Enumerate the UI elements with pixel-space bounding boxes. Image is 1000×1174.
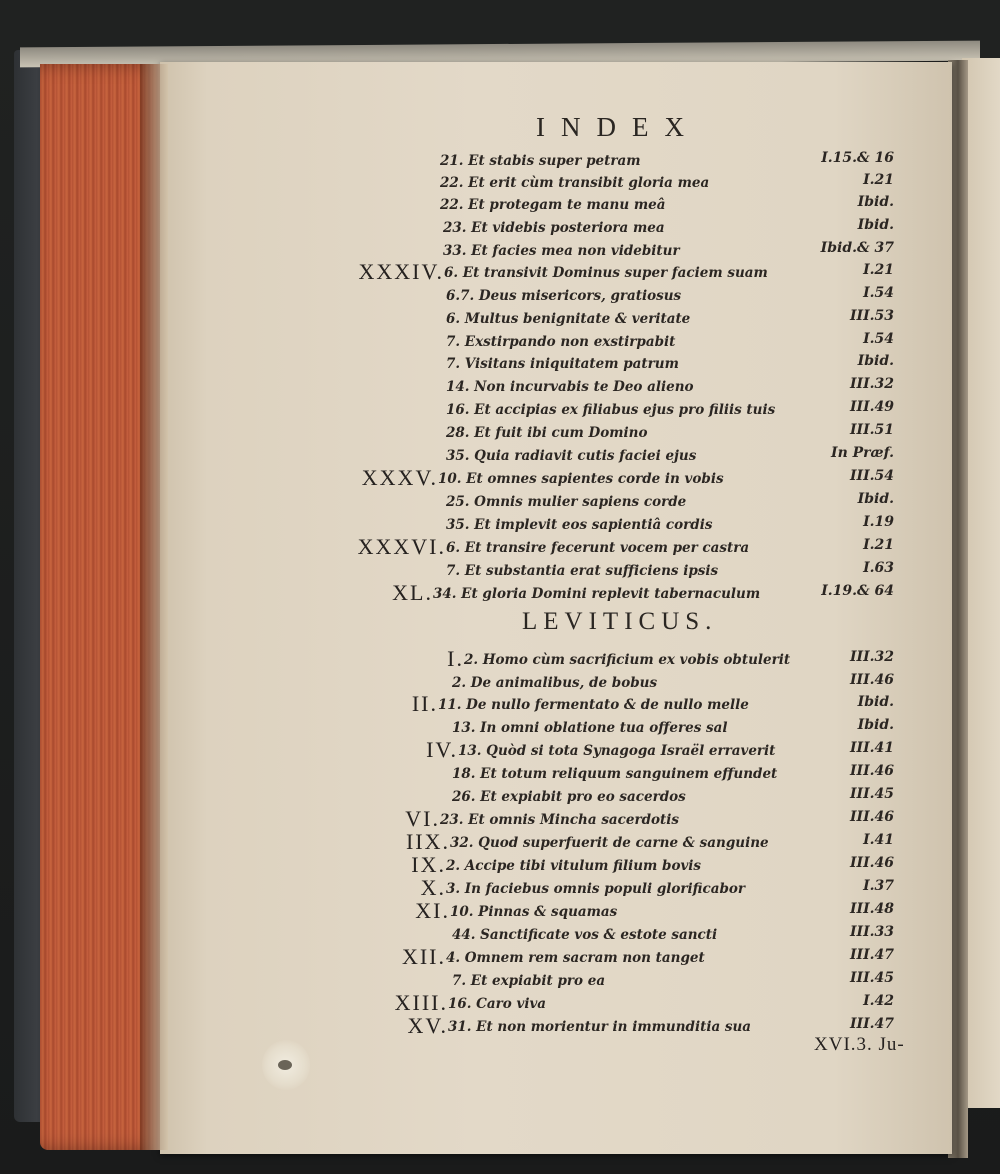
verse-text: 28. Et fuit ibi cum Domino bbox=[446, 425, 648, 441]
page-reference: Ibid.& 37 bbox=[820, 240, 894, 256]
page-reference: III.32 bbox=[849, 649, 894, 665]
index-entry bbox=[405, 806, 679, 833]
page-reference: III.47 bbox=[849, 947, 894, 963]
index-entry bbox=[452, 970, 605, 994]
page-reference: III.46 bbox=[849, 809, 894, 825]
verse-text: 26. Et expiabit pro eo sacerdos bbox=[452, 789, 686, 805]
verse-text: 7. Et substantia erat sufficiens ipsis bbox=[446, 563, 719, 579]
index-entry bbox=[446, 560, 718, 584]
index-entry bbox=[411, 852, 702, 879]
page-reference: III.45 bbox=[849, 970, 894, 986]
chapter-number: VI. bbox=[405, 806, 440, 831]
verse-text: 10. Et omnes sapientes corde in vobis bbox=[438, 471, 724, 487]
index-entry bbox=[443, 217, 665, 241]
page-reference: III.53 bbox=[849, 308, 894, 324]
page-reference: III.47 bbox=[849, 1016, 894, 1032]
catchword: XVI.3. Ju- bbox=[814, 1034, 905, 1055]
page-reference: III.33 bbox=[849, 924, 894, 940]
page-reference: I.21 bbox=[863, 262, 894, 278]
page-reference: Ibid. bbox=[857, 217, 894, 233]
chapter-number: XXXIV. bbox=[358, 259, 444, 284]
verse-text: 13. In omni oblatione tua offeres sal bbox=[452, 720, 728, 736]
page-reference: III.54 bbox=[849, 468, 894, 484]
page-reference: III.49 bbox=[849, 399, 894, 415]
paper-stain-mark bbox=[278, 1060, 292, 1070]
verse-text: 21. Et stabis super petram bbox=[440, 153, 641, 169]
page-reference: Ibid. bbox=[857, 491, 894, 507]
page-reference: Ibid. bbox=[857, 717, 894, 733]
index-entry bbox=[411, 691, 749, 718]
page-reference: III.32 bbox=[849, 376, 894, 392]
verse-text: 7. Exstirpando non exstirpabit bbox=[446, 334, 676, 350]
page-reference: Ibid. bbox=[857, 353, 894, 369]
page-reference: I.54 bbox=[863, 285, 894, 301]
verse-text: 44. Sanctificate vos & estote sancti bbox=[452, 927, 718, 943]
page-reference: III.46 bbox=[849, 763, 894, 779]
index-entry bbox=[452, 786, 686, 810]
verse-text: 23. Et omnis Mincha sacerdotis bbox=[440, 812, 679, 828]
chapter-number: I. bbox=[447, 646, 464, 671]
page-reference: III.41 bbox=[849, 740, 894, 756]
verse-text: 7. Et expiabit pro ea bbox=[452, 973, 606, 989]
page-edge-shadow bbox=[140, 64, 168, 1150]
chapter-number: II. bbox=[411, 691, 438, 716]
page-reference: I.21 bbox=[863, 172, 894, 188]
verse-text: 31. Et non morientur in immunditia sua bbox=[448, 1019, 752, 1035]
chapter-number: XXXVI. bbox=[357, 534, 446, 559]
verse-text: 7. Visitans iniquitatem patrum bbox=[446, 356, 679, 372]
index-entry bbox=[426, 737, 776, 764]
page-reference: III.46 bbox=[849, 855, 894, 871]
index-entry bbox=[440, 194, 665, 218]
page-reference: Ibid. bbox=[857, 194, 894, 210]
chapter-number: IX. bbox=[411, 852, 446, 877]
index-entry bbox=[452, 672, 657, 696]
index-entry bbox=[443, 240, 680, 264]
index-entry bbox=[392, 580, 761, 607]
page-reference: I.41 bbox=[863, 832, 894, 848]
index-entry bbox=[446, 399, 775, 423]
verse-text: 25. Omnis mulier sapiens corde bbox=[446, 494, 687, 510]
index-entry bbox=[446, 422, 647, 446]
page-reference: I.19 bbox=[863, 514, 894, 530]
index-entry bbox=[446, 308, 690, 332]
index-entry bbox=[446, 376, 694, 400]
index-entry bbox=[452, 763, 777, 787]
index-entry bbox=[440, 150, 641, 174]
verse-text: 6. Et transire fecerunt vocem per castra bbox=[446, 540, 750, 556]
chapter-number: XII. bbox=[401, 944, 446, 969]
index-entry bbox=[407, 1013, 752, 1040]
chapter-number: XI. bbox=[415, 898, 450, 923]
index-entry bbox=[446, 491, 686, 515]
verse-text: 16. Et accipias ex filiabus ejus pro filiis tuis bbox=[446, 402, 776, 418]
index-entry bbox=[361, 465, 724, 492]
section-heading: LEVITICUS. bbox=[522, 608, 718, 635]
page-reference: III.51 bbox=[849, 422, 894, 438]
index-entry bbox=[415, 898, 618, 925]
index-entry bbox=[452, 717, 727, 741]
index-entry bbox=[358, 259, 768, 286]
verse-text: 16. Caro viva bbox=[448, 996, 547, 1012]
chapter-number: XL. bbox=[392, 580, 433, 605]
verse-text: 14. Non incurvabis te Deo alieno bbox=[446, 379, 694, 395]
page-reference: I.37 bbox=[863, 878, 894, 894]
chapter-number: XV. bbox=[407, 1013, 448, 1038]
verse-text: 6. Multus benignitate & veritate bbox=[446, 311, 691, 327]
chapter-number: IV. bbox=[426, 737, 458, 762]
index-entry bbox=[394, 990, 547, 1017]
page-reference: III.48 bbox=[849, 901, 894, 917]
index-entry bbox=[447, 646, 791, 673]
verse-text: 35. Et implevit eos sapientiâ cordis bbox=[446, 517, 713, 533]
page-reference: I.15.& 16 bbox=[821, 150, 894, 166]
page-reference: In Præf. bbox=[831, 445, 894, 461]
index-entry bbox=[420, 875, 746, 902]
verse-text: 34. Et gloria Domini replevit tabernaculum bbox=[433, 586, 761, 602]
verse-text: 32. Quod superfuerit de carne & sanguine bbox=[450, 835, 769, 851]
page-reference: III.46 bbox=[849, 672, 894, 688]
page-header: INDEX bbox=[536, 112, 700, 142]
chapter-number: X. bbox=[420, 875, 446, 900]
index-entry bbox=[446, 285, 681, 309]
index-entry bbox=[446, 445, 696, 469]
verse-text: 35. Quia radiavit cutis faciei ejus bbox=[446, 448, 697, 464]
index-entry bbox=[452, 924, 717, 948]
verse-text: 13. Quòd si tota Synagoga Israël erraverit bbox=[458, 743, 776, 759]
page-reference: III.45 bbox=[849, 786, 894, 802]
page-reference: I.42 bbox=[863, 993, 894, 1009]
verse-text: 22. Et erit cùm transibit gloria mea bbox=[440, 175, 710, 191]
chapter-number: XIII. bbox=[394, 990, 448, 1015]
index-entry bbox=[446, 331, 675, 355]
verse-text: 2. Homo cùm sacrificium ex vobis obtulerit bbox=[464, 652, 791, 668]
index-entry bbox=[357, 534, 750, 561]
page-reference: I.21 bbox=[863, 537, 894, 553]
verse-text: 2. Accipe tibi vitulum filium bovis bbox=[446, 858, 702, 874]
verse-text: 18. Et totum reliquum sanguinem effundet bbox=[452, 766, 778, 782]
verse-text: 33. Et facies mea non videbitur bbox=[443, 243, 680, 259]
index-entry bbox=[446, 514, 712, 538]
verse-text: 6.7. Deus misericors, gratiosus bbox=[446, 288, 682, 304]
page-reference: I.54 bbox=[863, 331, 894, 347]
verse-text: 4. Omnem rem sacram non tanget bbox=[446, 950, 705, 966]
chapter-number: XXXV. bbox=[361, 465, 438, 490]
verse-text: 3. In faciebus omnis populi glorificabor bbox=[446, 881, 746, 897]
verse-text: 6. Et transivit Dominus super faciem suam bbox=[444, 265, 768, 281]
verse-text: 2. De animalibus, de bobus bbox=[452, 675, 658, 691]
index-entry bbox=[401, 944, 705, 971]
verse-text: 22. Et protegam te manu meâ bbox=[440, 197, 666, 213]
verse-text: 10. Pinnas & squamas bbox=[450, 904, 618, 920]
index-entry bbox=[405, 829, 769, 856]
page-reference: I.19.& 64 bbox=[821, 583, 894, 599]
chapter-number: IIX. bbox=[405, 829, 450, 854]
index-entry bbox=[440, 172, 709, 196]
page-reference: I.63 bbox=[863, 560, 894, 576]
page-reference: Ibid. bbox=[857, 694, 894, 710]
verse-text: 23. Et videbis posteriora mea bbox=[443, 220, 665, 236]
index-entry bbox=[446, 353, 679, 377]
verse-text: 11. De nullo fermentato & de nullo melle bbox=[438, 697, 749, 713]
